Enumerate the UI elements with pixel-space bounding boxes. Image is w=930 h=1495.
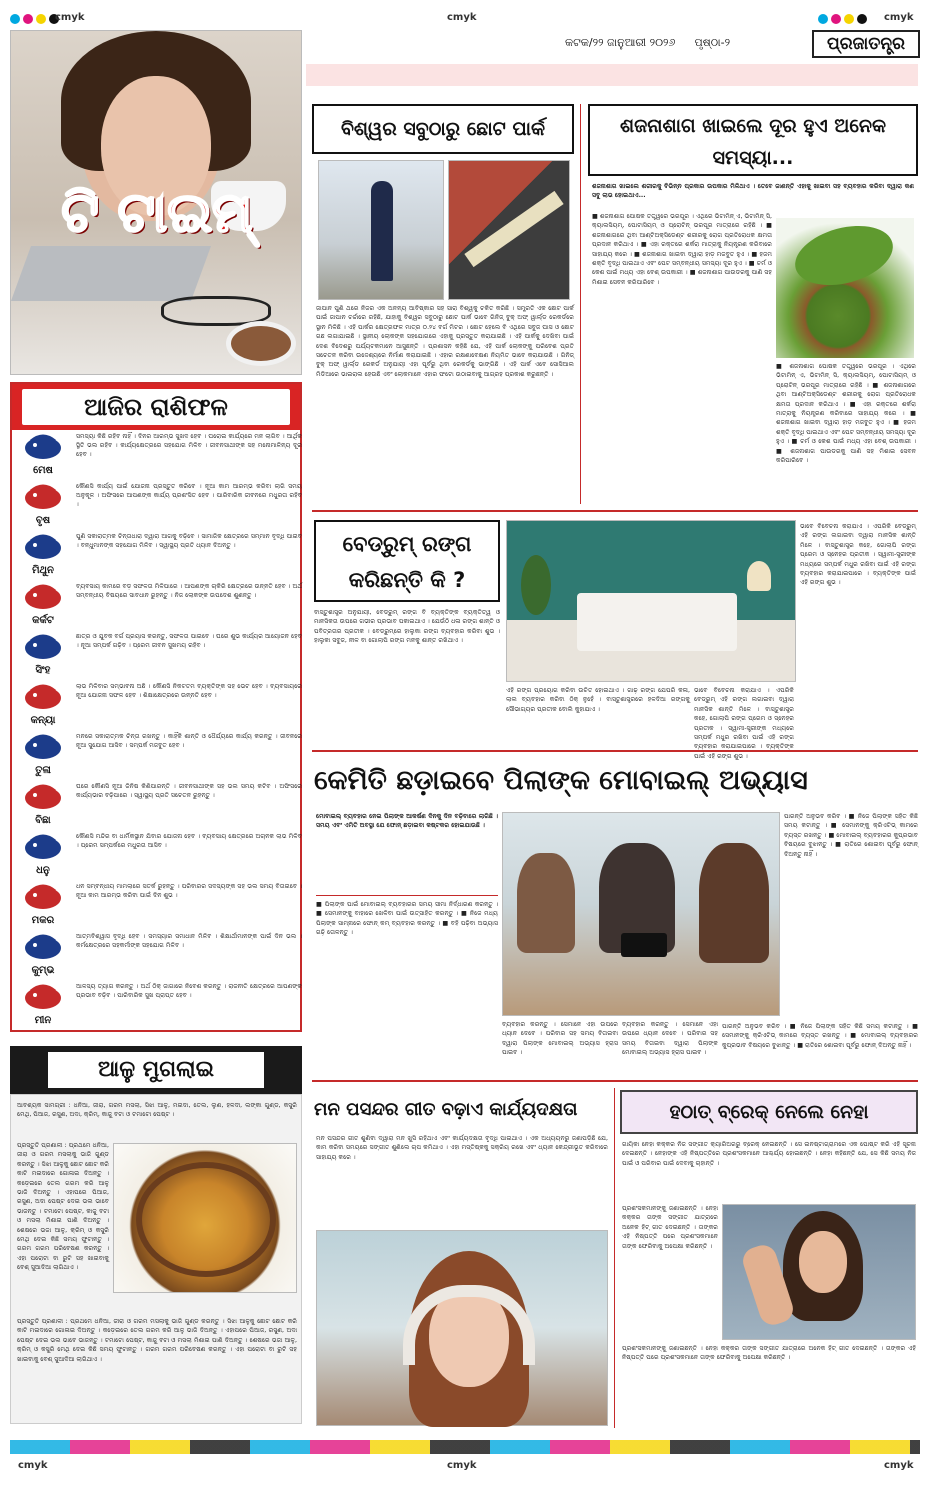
cmyk-label-bottom-right: cmyk	[884, 1460, 914, 1471]
cmyk-label-bottom-left: cmyk	[18, 1460, 48, 1471]
rashiphala-title: ଆଜିର ରାଶିଫଳ	[22, 389, 290, 425]
sajana-title-box	[588, 104, 918, 176]
bottom-registration-bar	[10, 1440, 920, 1454]
bowl-shape	[136, 1162, 276, 1277]
bedroom-title: ବେଡ୍‌ରୁମ୍ ରଙ୍ଗ କରିଛନ୍ତି କି ?	[342, 532, 472, 592]
bedroom-right: ଭାବେ ବିବେଚନା କରାଯାଏ । ଏପରିକି ବେଡ୍‌ରୁମ୍ ଏହି ରଙ୍ଗ ଲଗାଇବା ଦ୍ୱାରା ମାନସିକ ଶାନ୍ତି ମିଳେ । ବାସ୍ତୁଶାସ୍ତ୍ର କହେ, ଗୋଲାପି ରଙ୍ଗ ପ୍ରେମ ଓ ସ୍ନେହର ପ୍ରତୀକ । ସ୍ୱାମୀ-ସ୍ତ୍ରୀଙ୍କ ମଧ୍ୟରେ ସମ୍ପର୍କ ମଧୁର ରଖିବା ପାଇଁ ଏହି ରଙ୍ଗ ବ୍ୟବହାର କରାଯାଇପାରେ । ବ୍ୟକ୍ତିଙ୍କ ପାଇଁ ଏହି ରଙ୍ଗ ଶୁଭ ।	[800, 523, 916, 587]
rashi-name: ବିଛା	[35, 815, 51, 826]
magenta-dot	[831, 14, 841, 24]
rashi-text: ଧନ ସମ୍ବନ୍ଧୀୟ ମାମଲାରେ ସତର୍କ ରୁହନ୍ତୁ । ପରିବାରର ସଦସ୍ୟଙ୍କ ସହ ଭଲ ସମୟ ବିତାଇବେ । ନୂଆ କାମ ଆରମ୍ଭ କରିବା ପାଇଁ ଦିନ ଶୁଭ ।	[76, 883, 302, 899]
rashi-list	[12, 430, 300, 1030]
mobile-photo	[502, 812, 780, 1016]
rashi-text: କୌଣସି ମନ୍ଦିର ବା ଧାର୍ମିକସ୍ଥାନ ଯିବାର ଯୋଜନା ହେବ । ବ୍ୟବସାୟ କ୍ଷେତ୍ରରେ ଅଚାନକ ଲାଭ ମିଳିବ । ପ୍ରେମ ସମ୍ପର୍କରେ ମଧୁରତା ଆସିବ ।	[76, 833, 302, 849]
bull-icon	[18, 482, 68, 514]
aloo-method-continued: ପ୍ରସ୍ତୁତି ପ୍ରଣାଳୀ : ପ୍ରଥମେ ଧନିଆ, ଜୀରା ଓ ଗରମ ମସଲାକୁ ଭାଜି ଗୁଣ୍ଡ କରନ୍ତୁ । ସିଝା ଆଳୁକୁ ଛୋଟ ଛୋଟ କରି କାଟି ମଇଦାରେ ଗୋଳାଇ ଦିଅନ୍ତୁ । କଡ଼େଇରେ ତେଲ ଗରମ କରି ଆଳୁ ଭାଜି ଦିଅନ୍ତୁ । ଏହାପରେ ପିଆଜ, ରସୁଣ, ଅଦା ପେଷ୍ଟ ଦେଇ ଭଲ ଭାବେ ଭାଜନ୍ତୁ । ଟମାଟୋ ପେଷ୍ଟ, କାଜୁ ବଟା ଓ ମସଲା ମିଶାଇ ପାଣି ଦିଅନ୍ତୁ । ଶେଷରେ ଭଜା ଆଳୁ, କ୍ରିମ୍ ଓ କସୁରି ମେଥି ଦେଇ କିଛି ସମୟ ଫୁଟାନ୍ତୁ । ଗରମ ଗରମ ପରିବେଷଣ କରନ୍ତୁ । ଏହା ପରୋଟା ବା ରୁଟି ସହ ଖାଇବାକୁ ବେଶ୍ ସୁଆଦିଆ ଲାଗିଥାଏ ।	[17, 1318, 297, 1363]
zodiac-symbol	[21, 683, 65, 713]
music-body: ମନ ପସନ୍ଦର ଗୀତ ଶୁଣିବା ଦ୍ୱାରା ମନ ଖୁସି ରହିଥାଏ ଏବଂ କାର୍ଯ୍ୟଦକ୍ଷତା ବୃଦ୍ଧି ପାଇଥାଏ । ଏକ ଅଧ୍ୟୟନରୁ ଜଣାପଡ଼ିଛି ଯେ, କାମ କରିବା ସମୟରେ ସଙ୍ଗୀତ ଶୁଣିଲେ ଚାପ କମିଥାଏ । ଏହା ମସ୍ତିଷ୍କକୁ ସକ୍ରିୟ ରଖେ ଏବଂ ଧ୍ୟାନ କେନ୍ଦ୍ରୀଭୂତ କରିବାରେ ସାହାଯ୍ୟ କରେ ।	[316, 1135, 608, 1161]
park-title: ବିଶ୍ୱର ସବୁଠାରୁ ଛୋଟ ପାର୍କ	[340, 118, 546, 140]
zodiac-symbol	[21, 933, 65, 963]
section-divider-2	[312, 750, 918, 752]
tea-time-title: ଟି ଟାଇମ୍	[61, 181, 253, 244]
section-divider-3	[312, 1080, 918, 1082]
zodiac-symbol	[21, 783, 65, 813]
rashi-name: କର୍କଟ	[32, 615, 54, 626]
bedroom-body: ବାସ୍ତୁଶାସ୍ତ୍ର ଅନୁଯାୟୀ, ବେଡ୍‌ରୁମ୍ ରଙ୍ଗ ବି ବ୍ୟକ୍ତିଙ୍କ ବ୍ୟକ୍ତିତ୍ୱ ଓ ମାନସିକତା ଉପରେ ଗଭୀର ପ୍ରଭାବ ପକାଇଥାଏ । ଯେଉଁଠି ଧଳା ରଙ୍ଗ ଶାନ୍ତି ଓ ପବିତ୍ରତାର ପ୍ରତୀକ । ବେଡ୍‌ରୁମ୍‌ରେ ହାଲୁକା ରଙ୍ଗ ବ୍ୟବହାର କରିବା ଶୁଭ । ହାଲୁକା ସବୁଜ, ନୀଳ ବା ଗୋଲାପି ରଙ୍ଗ ମନକୁ ଶାନ୍ତ ରଖିଥାଏ ।	[314, 609, 500, 645]
rashi-name: ତୁଳା	[35, 765, 51, 776]
twins-icon	[18, 532, 68, 564]
neha-title: ହଠାତ୍ ବ୍ରେକ୍ ନେଲେ ନେହା	[669, 1101, 869, 1123]
yellow-dot	[844, 14, 854, 24]
page-label: ପୃଷ୍ଠା-୨	[694, 36, 731, 49]
rashi-text: ଆତ୍ମବିଶ୍ୱାସ ବୃଦ୍ଧି ହେବ । ସମସ୍ୟାର ସମାଧାନ ମିଳିବ । ଶିକ୍ଷାର୍ଥୀମାନଙ୍କ ପାଇଁ ଦିନ ଭଲ । କର୍ମକ୍ଷେତ୍ରରେ ସହକର୍ମୀଙ୍କ ସହଯୋଗ ମିଳିବ ।	[76, 933, 302, 949]
archer-icon	[18, 832, 68, 864]
rashi-text: ବ୍ୟବସାୟ କାମରେ ବଡ଼ ସଫଳତା ମିଳିପାରେ । ଆପଣଙ୍କ ଚାକିରି କ୍ଷେତ୍ରରେ ଉନ୍ନତି ହେବ । ଅର୍ଥ ସମ୍ବନ୍ଧୀୟ ବିଷୟରେ ସାବଧାନ ରୁହନ୍ତୁ । ନିଜ ଲୋକଙ୍କ ଉପଦେଶ ଶୁଣନ୍ତୁ ।	[76, 583, 302, 599]
zodiac-symbol	[21, 483, 65, 513]
neha-title-box	[620, 1090, 918, 1134]
child-shape-3	[699, 843, 769, 963]
rashi-row-1	[12, 430, 304, 481]
rashi-text: ଲାଭ ମିଳିବାର ସମ୍ଭାବନା ଅଛି । କୌଣସି ନିକଟତମ ବ୍ୟକ୍ତିଙ୍କ ସହ ଭେଟ ହେବ । ବ୍ୟବସାୟରେ ନୂଆ ଯୋଜନା ସଫଳ ହେବ । ଶିକ୍ଷାକ୍ଷେତ୍ରରେ ଉନ୍ନତି ହେବ ।	[76, 683, 302, 699]
section-divider-1	[312, 510, 918, 512]
rashi-text: ସମସ୍ୟା କିଛି ରହିବ ନାହିଁ । ଦିନର ଆରମ୍ଭ ସୁଖଦ ହେବ । ଘରୋଇ କାର୍ଯ୍ୟରେ ମନ ଲାଗିବ । ଆର୍ଥିକ ସ୍ଥିତି ଭଲ ରହିବ । କାର୍ଯ୍ୟକ୍ଷେତ୍ରରେ ସହଯୋଗ ମିଳିବ । ଜୀବନସାଥୀଙ୍କ ସହ ମନୋମାଳିନ୍ୟ ଦୂର ହେବ ।	[76, 433, 302, 458]
water-bearer-icon	[18, 932, 68, 964]
plant-shape	[521, 555, 551, 615]
rashi-text: ଘରେ କୌଣସି ନୂଆ ଜିନିଷ କିଣିପାରନ୍ତି । ଜୀବନସାଥୀଙ୍କ ସହ ଭଲ ସମୟ କଟିବ । ଅଫିସରେ କାର୍ଯ୍ୟଭାର ବଢ଼ିପାରେ । ସ୍ୱାସ୍ଥ୍ୟ ପ୍ରତି ସଚେତନ ରୁହନ୍ତୁ ।	[76, 783, 302, 799]
yellow-dot	[36, 14, 46, 24]
zodiac-symbol	[21, 533, 65, 563]
rashi-row-12	[12, 980, 304, 1031]
mobile-mid: ବ୍ୟବହାର କରନ୍ତୁ । ସେମାନେ ଏହା ଉପରେ ଧ୍ୟାନ ଦେବେ । ପରିବାର ସହ ସମୟ ବିତାଇବା ଦ୍ୱାରା ପିଲାଙ୍କ ମୋବାଇଲ୍ ଅଭ୍ୟାସ ହ୍ରାସ ପାଇବ ।	[502, 1021, 618, 1057]
music-photo	[316, 1230, 608, 1426]
goat-icon	[18, 882, 68, 914]
child-shape-1	[517, 853, 575, 953]
bedroom-title-box	[314, 520, 500, 602]
leaf-shape	[789, 216, 900, 295]
cmyk-dots-right	[818, 14, 867, 24]
date-line	[565, 36, 765, 56]
zodiac-symbol	[21, 433, 65, 463]
lamp-shape	[747, 561, 771, 591]
sajana-body: ■ ଶଜନାଶାଗ ପୋଷକ ତତ୍ତ୍ୱରେ ଭରପୂର । ଏଥିରେ ଭିଟାମିନ୍ ଏ, ଭିଟାମିନ୍ ସି, କ୍ୟାଲସିୟମ୍, ପୋଟାସିୟମ୍ ଓ ପ୍ରୋଟିନ୍ ଭରପୂର ମାତ୍ରାରେ ରହିଛି । ■ ଶଜନାଶାଗରେ ଥିବା ଆଣ୍ଟିଅକ୍ସିଡେଣ୍ଟ ଶରୀରକୁ ରୋଗ ପ୍ରତିରୋଧକ କ୍ଷମତା ପ୍ରଦାନ କରିଥାଏ । ■ ଏହା ରକ୍ତରେ ଶର୍କରା ମାତ୍ରାକୁ ନିୟନ୍ତ୍ରଣ କରିବାରେ ସାହାଯ୍ୟ କରେ । ■ ଶଜନାଶାଗ ଖାଇବା ଦ୍ୱାରା ହାଡ଼ ମଜବୁତ ହୁଏ । ■ ହଜମ ଶକ୍ତି ବୃଦ୍ଧି ପାଇଥାଏ ଏବଂ ପେଟ ସମ୍ବନ୍ଧୀୟ ସମସ୍ୟା ଦୂର ହୁଏ । ■ ଚର୍ମ ଓ କେଶ ପାଇଁ ମଧ୍ୟ ଏହା ବେଶ୍ ଉପକାରୀ । ■ ଶଜନାଶାଗ ପାଉଡରକୁ ପାଣି ସହ ମିଶାଇ ସେବନ କରିପାରିବେ ।	[592, 213, 772, 286]
rashi-row-6	[12, 680, 304, 731]
rashi-row-5	[12, 630, 304, 681]
aloo-photo	[113, 1143, 297, 1293]
bedroom-mid-2: ଭାବେ ବିବେଚନା କରାଯାଏ । ଏପରିକି ବେଡ୍‌ରୁମ୍ ଏହି ରଙ୍ଗ ଲଗାଇବା ଦ୍ୱାରା ମାନସିକ ଶାନ୍ତି ମିଳେ । ବାସ୍ତୁଶାସ୍ତ୍ର କହେ, ଗୋଲାପି ରଙ୍ଗ ପ୍ରେମ ଓ ସ୍ନେହର ପ୍ରତୀକ । ସ୍ୱାମୀ-ସ୍ତ୍ରୀଙ୍କ ମଧ୍ୟରେ ସମ୍ପର୍କ ମଧୁର ରଖିବା ପାଇଁ ଏହି ରଙ୍ଗ ବ୍ୟବହାର କରାଯାଇପାରେ । ବ୍ୟକ୍ତିଙ୍କ ପାଇଁ ଏହି ରଙ୍ଗ ଶୁଭ ।	[694, 687, 794, 760]
masthead: ପ୍ରଜାତନ୍ତ୍ର	[812, 30, 920, 58]
rashiphala-header	[12, 384, 300, 430]
zodiac-symbol	[21, 733, 65, 763]
park-photo-2	[448, 160, 570, 300]
music-title: ମନ ପସନ୍ଦର ଗୀତ ବଢ଼ାଏ କାର୍ଯ୍ୟଦକ୍ଷତା	[314, 1099, 578, 1120]
aloo-box	[10, 1094, 302, 1424]
rashi-row-10	[12, 880, 304, 931]
rashi-text: ଆଳସ୍ୟ ତ୍ୟାଗ କରନ୍ତୁ । ଅର୍ଥ ଠିକ୍ ଜାଗାରେ ନିବେଶ କରନ୍ତୁ । ରାଜନୀତି କ୍ଷେତ୍ରରେ ଆପଣଙ୍କ ପ୍ରଭାବ ବଢ଼ିବ । ପାରିବାରିକ ସୁଖ ପ୍ରାପ୍ତ ହେବ ।	[76, 983, 302, 999]
sajana-body-continued: ■ ଶଜନାଶାଗ ପୋଷକ ତତ୍ତ୍ୱରେ ଭରପୂର । ଏଥିରେ ଭିଟାମିନ୍ ଏ, ଭିଟାମିନ୍ ସି, କ୍ୟାଲସିୟମ୍, ପୋଟାସିୟମ୍ ଓ ପ୍ରୋଟିନ୍ ଭରପୂର ମାତ୍ରାରେ ରହିଛି । ■ ଶଜନାଶାଗରେ ଥିବା ଆଣ୍ଟିଅକ୍ସିଡେଣ୍ଟ ଶରୀରକୁ ରୋଗ ପ୍ରତିରୋଧକ କ୍ଷମତା ପ୍ରଦାନ କରିଥାଏ । ■ ଏହା ରକ୍ତରେ ଶର୍କରା ମାତ୍ରାକୁ ନିୟନ୍ତ୍ରଣ କରିବାରେ ସାହାଯ୍ୟ କରେ । ■ ଶଜନାଶାଗ ଖାଇବା ଦ୍ୱାରା ହାଡ଼ ମଜବୁତ ହୁଏ । ■ ହଜମ ଶକ୍ତି ବୃଦ୍ଧି ପାଇଥାଏ ଏବଂ ପେଟ ସମ୍ବନ୍ଧୀୟ ସମସ୍ୟା ଦୂର ହୁଏ । ■ ଚର୍ମ ଓ କେଶ ପାଇଁ ମଧ୍ୟ ଏହା ବେଶ୍ ଉପକାରୀ । ■ ଶଜନାଶାଗ ପାଉଡରକୁ ପାଣି ସହ ମିଶାଇ ସେବନ କରିପାରିବେ ।	[776, 363, 916, 465]
neha-body: ଗାୟିକା ନେହା କକ୍କର ନିଜ ସଙ୍ଗୀତ କ୍ୟାରିଅରରୁ ବ୍ରେକ୍ ନେଇଛନ୍ତି । ସେ ଇନଷ୍ଟାଗ୍ରାମରେ ଏକ ପୋଷ୍ଟ କରି ଏହି ସୂଚନା ଦେଇଛନ୍ତି । ନେହାଙ୍କ ଏହି ନିଷ୍ପତ୍ତିରେ ପ୍ରଶଂସକମାନେ ଆଶ୍ଚର୍ଯ୍ୟ ହୋଇଛନ୍ତି । ନେହା କହିଛନ୍ତି ଯେ, ସେ କିଛି ସମୟ ନିଜ ପାଇଁ ଓ ପରିବାର ପାଇଁ ଦେବାକୁ ଚାହାନ୍ତି ।	[622, 1141, 916, 1167]
cmyk-label-left: cmyk	[55, 12, 85, 23]
neha-photo	[722, 1204, 916, 1340]
neha-side: ପ୍ରଶଂସକମାନଙ୍କୁ ଜଣାଇଛନ୍ତି । ନେହା କକ୍କର ତାଙ୍କ ସଙ୍ଗୀତ ଯାତ୍ରାରେ ଅନେକ ହିଟ୍ ଗୀତ ଦେଇଛନ୍ତି । ତାଙ୍କର ଏହି ନିଷ୍ପତ୍ତି ପରେ ପ୍ରଶଂସକମାନେ ତାଙ୍କ ଫେରିବାକୁ ଅପେକ୍ଷା କରିଛନ୍ତି ।	[622, 1205, 718, 1250]
laptop-shape	[11, 246, 211, 301]
header-band	[306, 64, 918, 86]
rashiphala-box	[10, 382, 302, 1032]
bedroom-mid: ଏହି ରଙ୍ଗ ପ୍ରୟୋଗ କରିବା ଉଚିତ ହୋଇଥାଏ । ଗାଢ଼ ରଙ୍ଗ ଯେପରି କଳା, ଲାଲ ବ୍ୟବହାର କରିବା ଠିକ୍ ନୁହେଁ । ବାସ୍ତୁଶାସ୍ତ୍ରରେ ହଳଦିଆ ରଙ୍ଗକୁ ସୌଭାଗ୍ୟର ପ୍ରତୀକ ବୋଲି କୁହାଯାଏ ।	[506, 687, 690, 713]
rashi-row-9	[12, 830, 304, 881]
mobile-right-2: ପାରନ୍ତି ଅନୁଭବ କରିବ । ■ ନିଜେ ପିଲାଙ୍କ ସହିତ କିଛି ସମୟ କଟାନ୍ତୁ । ■ ସେମାନଙ୍କୁ କ୍ରିଏଟିଭ୍ କାମରେ ବ୍ୟସ୍ତ ରଖନ୍ତୁ । ■ ମୋବାଇଲ୍ ବ୍ୟବହାରର କୁପ୍ରଭାବ ବିଷୟରେ ବୁଝାନ୍ତୁ । ■ ରାତିରେ ଶୋଇବା ପୂର୍ବରୁ ଫୋନ୍ ଦିଅନ୍ତୁ ନାହିଁ ।	[722, 1023, 918, 1049]
mobile-lead: ମୋବାଇଲ୍ ବ୍ୟବହାର ନେଇ ପିଲାଙ୍କ ଆକର୍ଷଣ ଦିନକୁ ଦିନ ବଢ଼ିବାରେ ଲାଗିଛି । ସମୟ ଏବଂ ଏମିତି ଅବସ୍ଥା ଯେ ଫୋନ୍ ଛଡ଼ାଇବା କଷ୍ଟକର ହୋଇଯାଉଛି ।	[316, 812, 498, 896]
rashi-name: ମକର	[31, 915, 55, 926]
rashi-name: ବୃଷ	[35, 515, 51, 526]
park-photo-1	[318, 160, 444, 300]
zodiac-symbol	[21, 983, 65, 1013]
aloo-ingredients: ଆବଶ୍ୟକ ସାମଗ୍ରୀ : ଧନିଆ, ଜୀରା, ଗରମ ମସଲା, ସିଝା ଆଳୁ, ମଇଦା, ତେଲ, ଲୁଣ, ହଳଦୀ, ଲଙ୍କା ଗୁଣ୍ଡ, କସୁରି ମେଥି, ପିଆଜ, ରସୁଣ, ଅଦା, କ୍ରିମ୍, କାଜୁ ବଟା ଓ ଟମାଟୋ ପେଷ୍ଟ ।	[17, 1102, 297, 1119]
black-dot	[857, 14, 867, 24]
music-neha-divider	[614, 1088, 615, 1428]
date-text: କଟକ/୨୨ ଜାନୁଆରୀ ୨୦୨୬	[565, 36, 676, 49]
phone-icon	[621, 933, 667, 957]
person-shape	[371, 181, 393, 281]
bedroom-photo	[506, 520, 796, 682]
zodiac-symbol	[21, 833, 65, 863]
rashi-row-7	[12, 730, 304, 781]
cmyk-dots-left	[10, 14, 59, 24]
mobile-title: କେମିତି ଛଡ଼ାଇବେ ପିଲାଙ୍କ ମୋବାଇଲ୍ ଅଭ୍ୟାସ	[314, 765, 808, 796]
rashi-text: ଛାତ୍ର ଓ ଯୁବକ ବର୍ଗ ପ୍ରୟାସ କରନ୍ତୁ, ସଫଳତା ପାଇବେ । ଘରେ ଶୁଭ କାର୍ଯ୍ୟର ଆୟୋଜନ ହେବ । ନୂଆ ସମ୍ପର୍କ ଗଢ଼ିବ । ପ୍ରେମ ଜୀବନ ସୁଖମୟ ରହିବ ।	[76, 633, 302, 649]
lion-icon	[18, 632, 68, 664]
maiden-icon	[18, 682, 68, 714]
park-body: ଜାପାନ ପୁଣି ଥରେ ନିଜର ଏକ ଅନନ୍ୟ ଆବିଷ୍କାର ସହ ସାରା ବିଶ୍ୱକୁ ଚକିତ କରିଛି । ସମ୍ପ୍ରତି ଏକ ଛୋଟ ପାର୍କ ପାଇଁ ଜାପାନ ଚର୍ଚ୍ଚାରେ ରହିଛି, ଯାହାକୁ ବିଶ୍ୱର ସବୁଠାରୁ ଛୋଟ ପାର୍କ ଭାବେ ଗିନିଜ୍ ବୁକ୍ ଅଫ୍ ୱାର୍ଲ୍ଡ ରେକର୍ଡରେ ସ୍ଥାନ ମିଳିଛି । ଏହି ପାର୍କର କ୍ଷେତ୍ରଫଳ ମାତ୍ର ୦.୨୪ ବର୍ଗ ମିଟର । ଛୋଟ ହେଲେ ବି ଏଥିରେ ସବୁଜ ଘାସ ଓ ଛୋଟ ଗଛ ଲଗାଯାଇଛି । ସ୍ଥାନୀୟ ଲୋକଙ୍କ ସହଯୋଗରେ ଏହାକୁ ପ୍ରସ୍ତୁତ କରାଯାଇଛି । ଏହି ପାର୍କକୁ ଦେଖିବା ପାଇଁ ଦେଶ ବିଦେଶରୁ ପର୍ଯ୍ୟଟକମାନେ ଆସୁଛନ୍ତି । ପ୍ରଶାସନ କହିଛି ଯେ, ଏହି ପାର୍କ ଲୋକଙ୍କୁ ପରିବେଶ ପ୍ରତି ସଚେତନ କରିବା ଉଦ୍ଦେଶ୍ୟରେ ନିର୍ମାଣ କରାଯାଇଛି । ଏହାର ରକ୍ଷଣାବେକ୍ଷଣ ନିୟମିତ ଭାବେ କରାଯାଉଛି । ଗିନିଜ୍ ବୁକ୍ ଅଫ୍ ୱାର୍ଲ୍ଡ ରେକର୍ଡ ଅନୁଯାୟୀ ଏହା ପୂର୍ବରୁ ଥିବା ରେକର୍ଡକୁ ଭାଙ୍ଗିଛି । ଏହି ପାର୍କ ଏବେ ସୋସିଆଲ ମିଡିଆରେ ଭାଇରାଲ ହେଉଛି ଏବଂ ଲୋକମାନେ ଏହାର ଫଟୋ ଉଠାଇବାକୁ ଆଗ୍ରହ ପ୍ରକାଶ କରୁଛନ୍ତି ।	[316, 305, 574, 378]
rashi-row-3	[12, 530, 304, 581]
rashi-row-4	[12, 580, 304, 631]
rashi-text: ମନରେ ସକାରାତ୍ମକ ଚିନ୍ତା ରଖନ୍ତୁ । କାହିଁକି ଶାନ୍ତି ଓ ଧୈର୍ଯ୍ୟରେ କାର୍ଯ୍ୟ କରନ୍ତୁ । ଜୀବନରେ ନୂଆ ସୁଯୋଗ ଆସିବ । ସମ୍ପର୍କ ମଜବୁତ ହେବ ।	[76, 733, 302, 749]
rashi-text: କୌଣସି କାର୍ଯ୍ୟ ପାଇଁ ଯୋଜନା ପ୍ରସ୍ତୁତ କରିବେ । ନୂଆ କାମ ଆରମ୍ଭ କରିବା ଲାଗି ସମୟ ଅନୁକୂଳ । ଅଫିସରେ ଆପଣଙ୍କ କାର୍ଯ୍ୟ ପ୍ରଶଂସିତ ହେବ । ପାରିବାରିକ ଜୀବନରେ ମଧୁରତା ରହିବ ।	[76, 483, 302, 508]
fish-icon	[18, 982, 68, 1014]
rashi-row-2	[12, 480, 304, 531]
sajana-intro: ଶଜନାଶାଗ ଖାଇଲେ ଶରୀରକୁ ବିଭିନ୍ନ ପ୍ରକାର ଉପକାର ମିଳିଥାଏ । ତେବେ ଜାଣନ୍ତି ଏହାକୁ ଖାଇବା ସହ ବ୍ୟବହାର କରିବା ଦ୍ୱାରା କଣ ସବୁ ଲାଭ ହୋଇଥାଏ...	[592, 183, 914, 200]
tape-measure-shape	[464, 191, 563, 267]
mobile-body: ■ ପିଲାଙ୍କ ପାଇଁ ମୋବାଇଲ୍ ବ୍ୟବହାରର ସମୟ ସୀମା ନିର୍ଦ୍ଧାରଣ କରନ୍ତୁ । ■ ସେମାନଙ୍କୁ ବାହାରେ ଖେଳିବା ପାଇଁ ଉତ୍ସାହିତ କରନ୍ତୁ । ■ ନିଜେ ମଧ୍ୟ ପିଲାଙ୍କ ସାମ୍ନାରେ ଫୋନ୍ କମ୍ ବ୍ୟବହାର କରନ୍ତୁ । ■ ବହି ପଢ଼ିବା ଅଭ୍ୟାସ ଗଢ଼ି ତୋଳନ୍ତୁ ।	[316, 901, 498, 937]
mobile-mid-2: ବ୍ୟବହାର କରନ୍ତୁ । ସେମାନେ ଏହା ଉପରେ ଧ୍ୟାନ ଦେବେ । ପରିବାର ସହ ସମୟ ବିତାଇବା ଦ୍ୱାରା ପିଲାଙ୍କ ମୋବାଇଲ୍ ଅଭ୍ୟାସ ହ୍ରାସ ପାଇବ ।	[622, 1021, 718, 1057]
rashi-name: ମୀନ	[34, 1015, 52, 1026]
rashi-name: ମିଥୁନ	[32, 565, 54, 576]
rashi-name: ସିଂହ	[35, 665, 51, 676]
mobile-right: ପାରନ୍ତି ଅନୁଭବ କରିବ । ■ ନିଜେ ପିଲାଙ୍କ ସହିତ କିଛି ସମୟ କଟାନ୍ତୁ । ■ ସେମାନଙ୍କୁ କ୍ରିଏଟିଭ୍ କାମରେ ବ୍ୟସ୍ତ ରଖନ୍ତୁ । ■ ମୋବାଇଲ୍ ବ୍ୟବହାରର କୁପ୍ରଭାବ ବିଷୟରେ ବୁଝାନ୍ତୁ । ■ ରାତିରେ ଶୋଇବା ପୂର୍ବରୁ ଫୋନ୍ ଦିଅନ୍ତୁ ନାହିଁ ।	[784, 813, 918, 858]
rashi-row-11	[12, 930, 304, 981]
column-divider	[580, 104, 581, 504]
ram-icon	[18, 432, 68, 464]
cmyk-label-right: cmyk	[884, 12, 914, 23]
cmyk-label-center: cmyk	[447, 12, 477, 23]
rashi-name: ଧନୁ	[36, 865, 50, 876]
aloo-title: ଆଳୁ ମୁଗଲାଇ	[48, 1052, 264, 1088]
bed-shape	[577, 593, 737, 651]
neha-body-continued: ପ୍ରଶଂସକମାନଙ୍କୁ ଜଣାଇଛନ୍ତି । ନେହା କକ୍କର ତାଙ୍କ ସଙ୍ଗୀତ ଯାତ୍ରାରେ ଅନେକ ହିଟ୍ ଗୀତ ଦେଇଛନ୍ତି । ତାଙ୍କର ଏହି ନିଷ୍ପତ୍ତି ପରେ ପ୍ରଶଂସକମାନେ ତାଙ୍କ ଫେରିବାକୁ ଅପେକ୍ଷା କରିଛନ୍ତି ।	[622, 1345, 916, 1362]
cmyk-label-bottom-center: cmyk	[447, 1460, 477, 1471]
rashi-name: ମେଷ	[33, 465, 53, 476]
singer-face-shape	[799, 1231, 847, 1293]
crab-icon	[18, 582, 68, 614]
park-title-box	[312, 104, 574, 154]
aloo-method: ପ୍ରସ୍ତୁତି ପ୍ରଣାଳୀ : ପ୍ରଥମେ ଧନିଆ, ଜୀରା ଓ ଗରମ ମସଲାକୁ ଭାଜି ଗୁଣ୍ଡ କରନ୍ତୁ । ସିଝା ଆଳୁକୁ ଛୋଟ ଛୋଟ କରି କାଟି ମଇଦାରେ ଗୋଳାଇ ଦିଅନ୍ତୁ । କଡ଼େଇରେ ତେଲ ଗରମ କରି ଆଳୁ ଭାଜି ଦିଅନ୍ତୁ । ଏହାପରେ ପିଆଜ, ରସୁଣ, ଅଦା ପେଷ୍ଟ ଦେଇ ଭଲ ଭାବେ ଭାଜନ୍ତୁ । ଟମାଟୋ ପେଷ୍ଟ, କାଜୁ ବଟା ଓ ମସଲା ମିଶାଇ ପାଣି ଦିଅନ୍ତୁ । ଶେଷରେ ଭଜା ଆଳୁ, କ୍ରିମ୍ ଓ କସୁରି ମେଥି ଦେଇ କିଛି ସମୟ ଫୁଟାନ୍ତୁ । ଗରମ ଗରମ ପରିବେଷଣ କରନ୍ତୁ । ଏହା ପରୋଟା ବା ରୁଟି ସହ ଖାଇବାକୁ ବେଶ୍ ସୁଆଦିଆ ଲାଗିଥାଏ ।	[17, 1142, 109, 1272]
sajana-title: ଶଜନାଶାଗ ଖାଇଲେ ଦୂର ହୁଏ ଅନେକ ସମସ୍ୟା...	[619, 115, 886, 169]
zodiac-symbol	[21, 883, 65, 913]
rashi-name: କୁମ୍ଭ	[31, 965, 55, 976]
rashi-text: ପୁଣି ସକାରାତ୍ମକ ଚିନ୍ତାଧାରା ଦ୍ୱାରା ଆଗକୁ ବଢ଼ିବେ । ସାମାଜିକ କ୍ଷେତ୍ରରେ ସମ୍ମାନ ବୃଦ୍ଧି ପାଇବ । ବନ୍ଧୁମାନଙ୍କ ସହଯୋଗ ମିଳିବ । ସ୍ୱାସ୍ଥ୍ୟ ପ୍ରତି ଧ୍ୟାନ ଦିଅନ୍ତୁ ।	[76, 533, 302, 549]
zodiac-symbol	[21, 583, 65, 613]
magenta-dot	[23, 14, 33, 24]
scales-icon	[18, 732, 68, 764]
rashi-row-8	[12, 780, 304, 831]
rashi-name: କନ୍ୟା	[30, 715, 56, 726]
cyan-dot	[10, 14, 20, 24]
scorpion-icon	[18, 782, 68, 814]
cyan-dot	[818, 14, 828, 24]
aloo-header	[10, 1046, 302, 1094]
sajana-photo	[776, 218, 914, 358]
zodiac-symbol	[21, 633, 65, 663]
coffee-cup-shape	[226, 321, 296, 366]
